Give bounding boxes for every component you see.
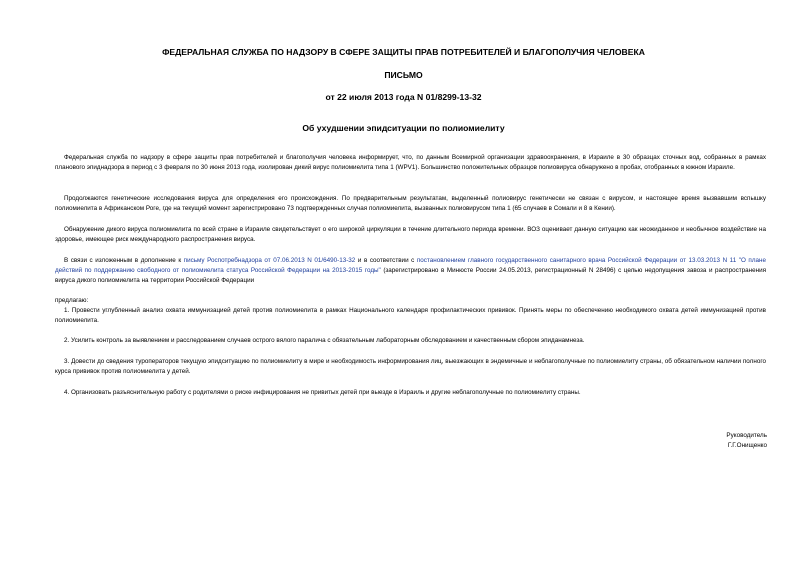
list-item-2-text: 2. Усилить контроль за выявлением и расследованием случаев острого вялого паралича с обязательным лабораторным обследованием и качественным сбором эпиданамнеза. [64, 337, 585, 344]
agency-title: ФЕДЕРАЛЬНАЯ СЛУЖБА ПО НАДЗОРУ В СФЕРЕ ЗАЩИТЫ ПРАВ ПОТРЕБИТЕЛЕЙ И БЛАГОПОЛУЧИЯ ЧЕЛОВЕКА [162, 47, 645, 57]
paragraph-3 [55, 225, 766, 245]
paragraph-2 [55, 194, 766, 214]
signature-title: Руководитель [726, 432, 767, 439]
list-item-4-text: 4. Организовать разъяснительную работу с родителями о риске инфицирования не привитых детей при выезде в Израиль и другие неблагополучные по полиомиелиту страны. [64, 389, 581, 396]
list-item-4 [55, 388, 766, 398]
list-item-1-text: 1. Провести углубленный анализ охвата иммунизацией детей против полиомиелита в рамках Национального календаря профилактических прививок. Принять меры по обеспечению необходимого охвата детей иммунизацией против полиомиелита. [55, 307, 766, 324]
rospotrebnadzor-letter-link[interactable]: письму Роспотребнадзора от 07.06.2013 N 01/6490-13-32 [183, 257, 356, 264]
paragraph-2-text: Продолжаются генетические исследования вируса для определения его происхождения. По предварительным результатам, выделенный полиовирус генетически не связан с вирусом, и настоящее время вызвавшим вспышку полиомиелита в Африканском Роге, где на текущий момент зарегистрировано 73 подтвержденных случая полиомиелита, вызванных полиовирусом типа 1 (65 случаев в Сомали и 8 в Кении). [55, 195, 766, 212]
paragraph-4 [55, 256, 766, 285]
paragraph-3-text: Обнаружение дикого вируса полиомиелита по всей стране в Израиле свидетельствует о его широкой циркуляции в течение длительного периода времени. ВОЗ оценивает данную ситуацию как неожиданное и необычное воздействие на здоровье, имеющее риск международного распространения вируса. [55, 226, 766, 243]
proposes-label: предлагаю: [55, 297, 89, 304]
list-item-3 [55, 357, 766, 377]
document-date-number: от 22 июля 2013 года N 01/8299-13-32 [325, 92, 482, 102]
paragraph-4-text-c: (зарегистрировано в Минюсте России 24.05.2013, регистрационный N 28496) с целью недопущения завоза и распространения вируса дикого полиомиелита на территории Российской Федерации [55, 266, 766, 284]
list-item-3-text: 3. Довести до сведения туроператоров текущую эпидситуацию по полиомиелиту в мире и необходимость информирования лиц, выезжающих в эндемичные и неблагополучные по полиомиелиту страны, об обязательном наличии полного курса прививок против полиомиелита у детей. [55, 358, 766, 375]
paragraph-1 [55, 153, 766, 173]
list-item-1 [55, 306, 766, 326]
paragraph-4-text-a: В связи с изложенным в дополнение к [64, 257, 184, 264]
signature-name: Г.Г.Онищенко [727, 442, 767, 449]
list-item-2 [55, 336, 766, 346]
paragraph-1-text: Федеральная служба по надзору в сфере защиты прав потребителей и благополучия человека информирует, что, по данным Всемирной организации здравоохранения, в Израиле в 30 образцах сточных вод, собранных в рамках планового эпиднадзора в период с 3 февраля по 30 июня 2013 года, изолирован дикий вирус полиомиелита типа 1 (WPV1). Большинство положительных образцов полиовируса обнаружено в пробах, отобранных в южном Израиле. [55, 154, 766, 171]
paragraph-4-text-b: и в соответствии с [355, 257, 417, 264]
document-subject: Об ухудшении эпидситуации по полиомиелиту [302, 123, 505, 133]
chief-sanitary-doctor-resolution-link[interactable]: постановлением главного государственного санитарного врача Российской Федерации от 13.03.2013 N 11 "О плане действий по поддержанию свободного от полиомиелита статуса Российской Федерации на 2013-2015 годы" [55, 257, 766, 274]
document-type: ПИСЬМО [384, 70, 423, 80]
